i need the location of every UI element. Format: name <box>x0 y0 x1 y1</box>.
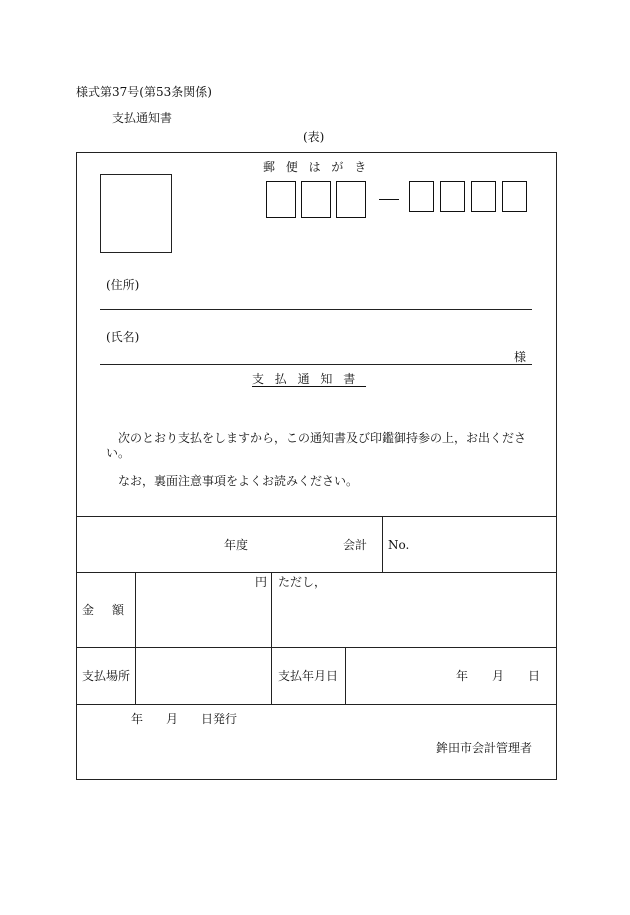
name-label: (氏名) <box>106 330 140 344</box>
side-label: (表) <box>303 130 325 144</box>
honorific: 様 <box>514 350 527 364</box>
table-vline-label <box>135 572 136 704</box>
pay-day-label: 日 <box>528 669 541 683</box>
notice-body-line2: い。 <box>106 446 131 460</box>
issuer: 鉾田市会計管理者 <box>436 741 533 755</box>
pay-place-label: 支払場所 <box>82 669 131 683</box>
pay-date-label: 支払年月日 <box>278 669 339 683</box>
table-line-4 <box>76 704 557 705</box>
postal-box-7 <box>502 181 527 212</box>
account-label: 会計 <box>343 538 368 552</box>
notice-body-line1: 次のとおり支払をしますから，この通知書及び印鑑御持参の上，お出くださ <box>118 431 527 445</box>
table-vline-mid <box>271 572 272 704</box>
table-line-2 <box>76 572 557 573</box>
form-number: 様式第37号(第53条関係) <box>76 85 212 99</box>
postal-box-2 <box>301 181 331 218</box>
issue-year-label: 年 <box>131 712 144 726</box>
pay-month-label: 月 <box>492 669 505 683</box>
form-title: 支払通知書 <box>112 111 173 125</box>
issue-day-label: 日発行 <box>201 712 238 726</box>
postal-box-4 <box>409 181 434 212</box>
issue-month-label: 月 <box>166 712 179 726</box>
fiscal-year-label: 年度 <box>224 538 249 552</box>
postal-box-5 <box>440 181 465 212</box>
amount-label: 金額 <box>82 603 143 617</box>
notice-heading: 支払通知書 <box>252 372 367 386</box>
table-line-1 <box>76 516 557 517</box>
postal-dash <box>379 199 399 200</box>
notice-note: なお，裏面注意事項をよくお読みください。 <box>118 474 359 488</box>
postal-box-1 <box>266 181 296 218</box>
stamp-box <box>100 174 172 253</box>
no-label: No. <box>388 538 410 552</box>
postal-box-6 <box>471 181 496 212</box>
postcard-label: 郵便はがき <box>263 160 378 174</box>
proviso-label: ただし， <box>278 575 327 589</box>
yen-label: 円 <box>255 575 268 589</box>
table-vline-no <box>382 516 383 572</box>
pay-year-label: 年 <box>456 669 469 683</box>
table-line-3 <box>76 647 557 648</box>
address-line <box>100 309 532 310</box>
name-line <box>100 364 532 365</box>
table-vline-date <box>345 647 346 704</box>
postal-box-3 <box>336 181 366 218</box>
address-label: (住所) <box>106 278 140 292</box>
